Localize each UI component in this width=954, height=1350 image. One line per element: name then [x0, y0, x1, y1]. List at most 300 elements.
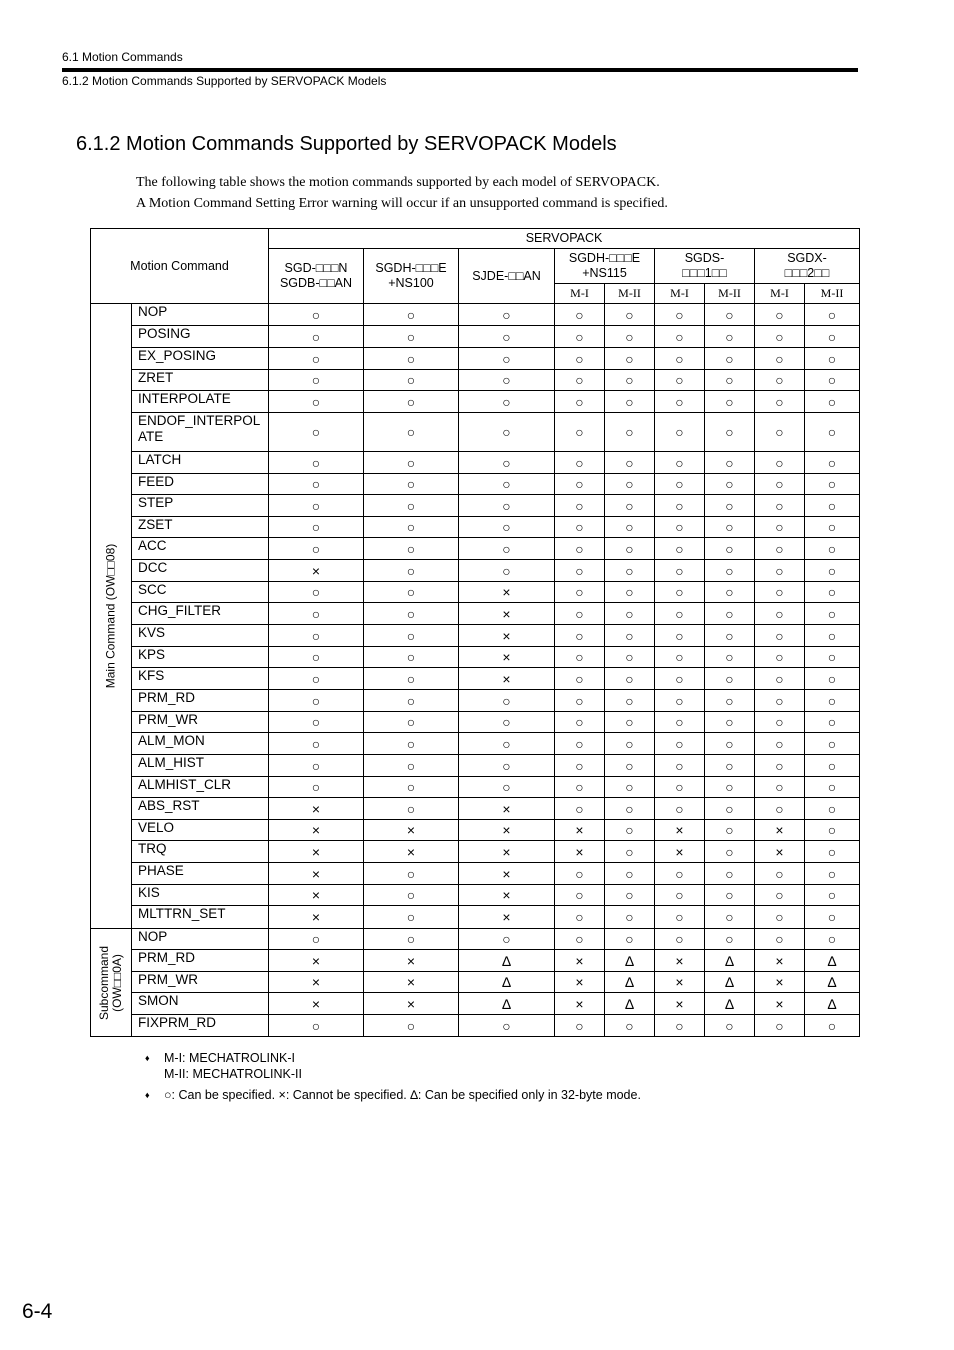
- command-name: KFS: [132, 668, 269, 690]
- support-cell: ○: [755, 929, 805, 950]
- support-cell: ○: [705, 625, 755, 647]
- command-name: CHG_FILTER: [132, 603, 269, 625]
- support-cell: ×: [555, 993, 605, 1015]
- support-cell: ○: [555, 777, 605, 798]
- support-cell: ○: [269, 929, 364, 950]
- support-cell: ○: [755, 885, 805, 906]
- support-cell: ○: [705, 690, 755, 712]
- support-cell: ○: [655, 798, 705, 820]
- m1-header: M-I: [555, 284, 605, 304]
- support-cell: ○: [755, 413, 805, 452]
- support-cell: ○: [459, 370, 555, 391]
- support-cell: ○: [555, 495, 605, 517]
- support-cell: ○: [605, 863, 655, 885]
- command-name: ALMHIST_CLR: [132, 777, 269, 798]
- support-cell: ○: [605, 370, 655, 391]
- support-cell: ○: [655, 1015, 705, 1037]
- support-cell: ○: [605, 755, 655, 777]
- support-cell: ×: [459, 906, 555, 929]
- support-cell: ○: [655, 647, 705, 668]
- support-cell: ○: [364, 906, 459, 929]
- support-cell: ○: [605, 712, 655, 733]
- table-row: [91, 972, 860, 993]
- support-cell: ○: [805, 906, 860, 929]
- support-cell: ○: [605, 326, 655, 348]
- support-cell: ○: [705, 777, 755, 798]
- support-cell: ○: [555, 538, 605, 560]
- support-cell: ○: [605, 668, 655, 690]
- support-cell: ○: [805, 370, 860, 391]
- support-cell: ○: [459, 755, 555, 777]
- support-cell: ○: [705, 906, 755, 929]
- support-cell: ○: [755, 647, 805, 668]
- support-cell: ○: [269, 413, 364, 452]
- support-cell: ○: [605, 495, 655, 517]
- support-cell: ○: [705, 413, 755, 452]
- support-cell: ○: [805, 474, 860, 495]
- support-cell: ○: [555, 326, 605, 348]
- support-cell: ○: [655, 755, 705, 777]
- support-cell: ○: [805, 647, 860, 668]
- support-cell: ○: [655, 777, 705, 798]
- support-cell: ○: [269, 625, 364, 647]
- table-row: [91, 517, 860, 538]
- table-row: [91, 993, 860, 1015]
- support-cell: ○: [459, 777, 555, 798]
- support-cell: ○: [755, 582, 805, 603]
- support-cell: ×: [459, 841, 555, 863]
- support-cell: ○: [459, 495, 555, 517]
- command-name: LATCH: [132, 452, 269, 474]
- support-cell: ○: [755, 495, 805, 517]
- table-row: [91, 950, 860, 972]
- support-cell: ○: [655, 413, 705, 452]
- support-cell: ○: [705, 1015, 755, 1037]
- support-cell: ○: [269, 755, 364, 777]
- support-cell: ○: [459, 712, 555, 733]
- support-cell: ○: [655, 929, 705, 950]
- support-cell: ○: [269, 370, 364, 391]
- support-cell: ○: [605, 777, 655, 798]
- subcommand-label: Subcommand (OW□□0A): [97, 945, 124, 1020]
- support-cell: ○: [364, 798, 459, 820]
- table-row: [91, 370, 860, 391]
- support-cell: ○: [755, 517, 805, 538]
- support-cell: ○: [364, 304, 459, 326]
- support-cell: ○: [605, 413, 655, 452]
- support-cell: ×: [364, 841, 459, 863]
- table-row: [91, 326, 860, 348]
- support-cell: ○: [364, 885, 459, 906]
- command-name: SCC: [132, 582, 269, 603]
- support-cell: ○: [555, 885, 605, 906]
- support-cell: ×: [555, 841, 605, 863]
- support-cell: ○: [269, 538, 364, 560]
- support-cell: ×: [755, 841, 805, 863]
- support-cell: ○: [269, 304, 364, 326]
- support-cell: ○: [655, 863, 705, 885]
- support-cell: ○: [459, 304, 555, 326]
- support-cell: ○: [655, 474, 705, 495]
- support-cell: ○: [805, 820, 860, 841]
- support-cell: ○: [655, 906, 705, 929]
- support-cell: ○: [655, 391, 705, 413]
- command-name: NOP: [132, 304, 269, 326]
- support-cell: ○: [755, 1015, 805, 1037]
- support-cell: ○: [755, 863, 805, 885]
- section-title: 6.1.2 Motion Commands Supported by SERVOPACK Models: [76, 133, 617, 155]
- support-cell: ×: [364, 950, 459, 972]
- model-header-sgdh-ns115: SGDH-□□□E +NS115: [555, 249, 655, 284]
- support-cell: ○: [605, 647, 655, 668]
- support-cell: ∆: [805, 950, 860, 972]
- support-cell: ○: [755, 452, 805, 474]
- support-cell: ○: [755, 326, 805, 348]
- support-cell: ×: [555, 950, 605, 972]
- support-cell: ○: [655, 517, 705, 538]
- support-cell: ○: [755, 474, 805, 495]
- support-cell: ○: [805, 495, 860, 517]
- support-cell: ○: [605, 841, 655, 863]
- support-cell: ○: [605, 348, 655, 370]
- support-cell: ○: [269, 474, 364, 495]
- support-cell: ×: [459, 625, 555, 647]
- command-name: PRM_WR: [132, 712, 269, 733]
- command-name: EX_POSING: [132, 348, 269, 370]
- command-name: ENDOF_INTERPOL ATE: [132, 413, 269, 452]
- m1-header: M-I: [655, 284, 705, 304]
- support-cell: ○: [269, 517, 364, 538]
- support-cell: ×: [269, 798, 364, 820]
- support-cell: ○: [655, 885, 705, 906]
- support-cell: ○: [705, 391, 755, 413]
- command-name: STEP: [132, 495, 269, 517]
- support-cell: ○: [805, 798, 860, 820]
- command-name: FIXPRM_RD: [132, 1015, 269, 1037]
- table-row: [91, 304, 860, 326]
- support-cell: ○: [705, 798, 755, 820]
- support-cell: ○: [805, 391, 860, 413]
- support-cell: ×: [655, 841, 705, 863]
- support-cell: ×: [555, 972, 605, 993]
- support-cell: ○: [755, 560, 805, 582]
- support-cell: ○: [705, 474, 755, 495]
- table-row: [91, 798, 860, 820]
- support-cell: ○: [605, 560, 655, 582]
- support-cell: ○: [755, 906, 805, 929]
- support-cell: ○: [805, 603, 860, 625]
- support-cell: ○: [555, 603, 605, 625]
- support-cell: ○: [755, 733, 805, 755]
- command-name: PRM_WR: [132, 972, 269, 993]
- command-name: PRM_RD: [132, 690, 269, 712]
- support-cell: ○: [364, 370, 459, 391]
- support-cell: ○: [755, 304, 805, 326]
- support-cell: ○: [655, 668, 705, 690]
- support-cell: ○: [555, 1015, 605, 1037]
- table-row: [91, 348, 860, 370]
- support-cell: ∆: [805, 972, 860, 993]
- support-cell: ○: [705, 452, 755, 474]
- support-cell: ×: [459, 603, 555, 625]
- support-cell: ○: [459, 560, 555, 582]
- support-cell: ×: [269, 885, 364, 906]
- support-cell: ○: [364, 777, 459, 798]
- main-command-rows: [91, 304, 860, 929]
- support-cell: ○: [555, 413, 605, 452]
- support-cell: ○: [705, 841, 755, 863]
- support-cell: ○: [364, 326, 459, 348]
- support-cell: ○: [705, 885, 755, 906]
- support-cell: ×: [459, 885, 555, 906]
- support-cell: ∆: [805, 993, 860, 1015]
- table-row: [91, 413, 860, 452]
- support-cell: ×: [364, 972, 459, 993]
- intro-line: The following table shows the motion commands supported by each model of SERVOPACK.: [136, 175, 660, 190]
- support-cell: ○: [364, 929, 459, 950]
- support-cell: ∆: [605, 972, 655, 993]
- support-cell: ○: [705, 538, 755, 560]
- m2-header: M-II: [805, 284, 860, 304]
- support-cell: ○: [364, 1015, 459, 1037]
- support-cell: ○: [555, 647, 605, 668]
- support-cell: ○: [555, 304, 605, 326]
- support-cell: ○: [805, 863, 860, 885]
- support-cell: ○: [555, 348, 605, 370]
- table-row: [91, 906, 860, 929]
- support-cell: ○: [555, 370, 605, 391]
- m2-header: M-II: [705, 284, 755, 304]
- support-cell: ×: [269, 863, 364, 885]
- m2-header: M-II: [605, 284, 655, 304]
- support-cell: ○: [705, 668, 755, 690]
- table-row: [91, 929, 860, 950]
- support-cell: ○: [655, 625, 705, 647]
- support-cell: ○: [655, 348, 705, 370]
- support-cell: ○: [605, 452, 655, 474]
- support-cell: ○: [555, 733, 605, 755]
- support-cell: ○: [364, 452, 459, 474]
- command-name: INTERPOLATE: [132, 391, 269, 413]
- support-cell: ×: [555, 820, 605, 841]
- support-cell: ○: [705, 370, 755, 391]
- support-cell: ○: [269, 391, 364, 413]
- support-cell: ○: [805, 690, 860, 712]
- support-cell: ×: [269, 950, 364, 972]
- support-cell: ×: [364, 993, 459, 1015]
- support-cell: ○: [805, 517, 860, 538]
- support-cell: ○: [269, 712, 364, 733]
- support-cell: ○: [655, 690, 705, 712]
- support-cell: ○: [459, 517, 555, 538]
- command-name: KIS: [132, 885, 269, 906]
- table-row: [91, 1015, 860, 1037]
- support-cell: ∆: [705, 993, 755, 1015]
- bullet-icon: ♦: [145, 1090, 150, 1100]
- support-cell: ○: [805, 733, 860, 755]
- support-cell: ○: [805, 452, 860, 474]
- table-row: [91, 647, 860, 668]
- support-cell: ∆: [705, 950, 755, 972]
- m1-header: M-I: [755, 284, 805, 304]
- table-row: [91, 668, 860, 690]
- support-cell: ○: [269, 326, 364, 348]
- support-cell: ○: [805, 668, 860, 690]
- note-symbols: [145, 1087, 641, 1103]
- support-cell: ○: [269, 603, 364, 625]
- support-cell: ○: [705, 582, 755, 603]
- support-cell: ○: [555, 391, 605, 413]
- support-cell: ○: [605, 1015, 655, 1037]
- command-name: ACC: [132, 538, 269, 560]
- support-cell: ∆: [705, 972, 755, 993]
- support-cell: ○: [364, 391, 459, 413]
- support-cell: ○: [364, 495, 459, 517]
- note-m2: M-II: MECHATROLINK-II: [164, 1067, 302, 1081]
- support-cell: ○: [705, 647, 755, 668]
- command-name: PRM_RD: [132, 950, 269, 972]
- sub-group-cell: [91, 929, 132, 1037]
- support-cell: ○: [555, 452, 605, 474]
- note-symbols-text: ○: Can be specified. ×: Cannot be specified. ∆: Can be specified only in 32-byte mode.: [164, 1088, 641, 1102]
- support-cell: ○: [555, 582, 605, 603]
- table-row: [91, 690, 860, 712]
- support-cell: ○: [805, 841, 860, 863]
- support-cell: ○: [755, 690, 805, 712]
- command-name: PHASE: [132, 863, 269, 885]
- support-cell: ○: [605, 582, 655, 603]
- support-cell: ×: [459, 647, 555, 668]
- command-name: ALM_HIST: [132, 755, 269, 777]
- main-command-label: Main Command (OW□□08): [103, 543, 118, 689]
- table-row: [91, 733, 860, 755]
- support-cell: ○: [705, 733, 755, 755]
- support-cell: ×: [459, 668, 555, 690]
- command-name: VELO: [132, 820, 269, 841]
- support-cell: ○: [555, 798, 605, 820]
- support-cell: ○: [705, 560, 755, 582]
- support-cell: ○: [605, 906, 655, 929]
- command-name: SMON: [132, 993, 269, 1015]
- support-cell: ○: [655, 560, 705, 582]
- command-name: DCC: [132, 560, 269, 582]
- support-cell: ○: [755, 712, 805, 733]
- command-name: MLTTRN_SET: [132, 906, 269, 929]
- subcommand-rows: [91, 929, 860, 1037]
- support-cell: ○: [605, 690, 655, 712]
- main-group-cell: [91, 304, 132, 929]
- table-row: [91, 603, 860, 625]
- support-cell: ○: [605, 517, 655, 538]
- support-cell: ×: [655, 820, 705, 841]
- support-cell: ○: [269, 495, 364, 517]
- table-row: [91, 391, 860, 413]
- note-mechatrolink: [145, 1050, 641, 1082]
- support-cell: ∆: [459, 993, 555, 1015]
- support-cell: ×: [755, 972, 805, 993]
- support-cell: ○: [805, 304, 860, 326]
- support-cell: ○: [269, 777, 364, 798]
- model-header-sgdx: SGDX- □□□2□□: [755, 249, 860, 284]
- command-name: KPS: [132, 647, 269, 668]
- table-row: [91, 820, 860, 841]
- support-cell: ○: [805, 625, 860, 647]
- support-cell: ○: [364, 517, 459, 538]
- support-cell: ○: [555, 668, 605, 690]
- support-cell: ○: [364, 690, 459, 712]
- support-cell: ∆: [459, 972, 555, 993]
- model-header-sgd: SGD-□□□N SGDB-□□AN: [269, 249, 364, 304]
- support-cell: ○: [459, 326, 555, 348]
- support-cell: ○: [459, 733, 555, 755]
- support-cell: ○: [705, 326, 755, 348]
- support-cell: ○: [555, 560, 605, 582]
- table-row: [91, 712, 860, 733]
- table-row: [91, 885, 860, 906]
- support-cell: ○: [805, 755, 860, 777]
- table-row: [91, 755, 860, 777]
- support-cell: ○: [605, 391, 655, 413]
- intro-text: [136, 172, 668, 214]
- support-cell: ○: [269, 582, 364, 603]
- support-cell: ×: [655, 950, 705, 972]
- command-name: ABS_RST: [132, 798, 269, 820]
- support-cell: ○: [459, 348, 555, 370]
- header-rule: [62, 68, 858, 72]
- support-cell: ○: [655, 304, 705, 326]
- support-cell: ○: [705, 495, 755, 517]
- support-cell: ○: [705, 863, 755, 885]
- support-cell: ×: [269, 993, 364, 1015]
- support-cell: ○: [364, 863, 459, 885]
- support-cell: ○: [459, 474, 555, 495]
- support-cell: ○: [555, 690, 605, 712]
- support-cell: ○: [755, 755, 805, 777]
- support-cell: ○: [555, 906, 605, 929]
- table-row: [91, 625, 860, 647]
- running-header-subsection: 6.1.2 Motion Commands Supported by SERVOPACK Models: [62, 74, 387, 88]
- support-cell: ○: [755, 538, 805, 560]
- command-name: ZSET: [132, 517, 269, 538]
- model-header-sjde: SJDE-□□AN: [459, 249, 555, 304]
- support-cell: ○: [655, 603, 705, 625]
- table-row: [91, 495, 860, 517]
- support-cell: ○: [364, 348, 459, 370]
- support-cell: ○: [805, 885, 860, 906]
- support-cell: ○: [805, 929, 860, 950]
- table-row: [91, 777, 860, 798]
- support-cell: ○: [705, 755, 755, 777]
- support-cell: ○: [755, 348, 805, 370]
- support-cell: ○: [755, 777, 805, 798]
- support-cell: ×: [755, 993, 805, 1015]
- support-cell: ○: [655, 733, 705, 755]
- support-cell: ×: [459, 863, 555, 885]
- support-cell: ○: [605, 625, 655, 647]
- support-cell: ○: [655, 495, 705, 517]
- support-cell: ○: [555, 517, 605, 538]
- page-number: 6-4: [22, 1300, 53, 1323]
- support-cell: ○: [805, 712, 860, 733]
- command-name: FEED: [132, 474, 269, 495]
- support-cell: ×: [459, 820, 555, 841]
- support-cell: ○: [555, 474, 605, 495]
- table-row: [91, 582, 860, 603]
- support-cell: ○: [705, 603, 755, 625]
- support-cell: ○: [459, 929, 555, 950]
- support-cell: ○: [705, 348, 755, 370]
- support-cell: ○: [655, 712, 705, 733]
